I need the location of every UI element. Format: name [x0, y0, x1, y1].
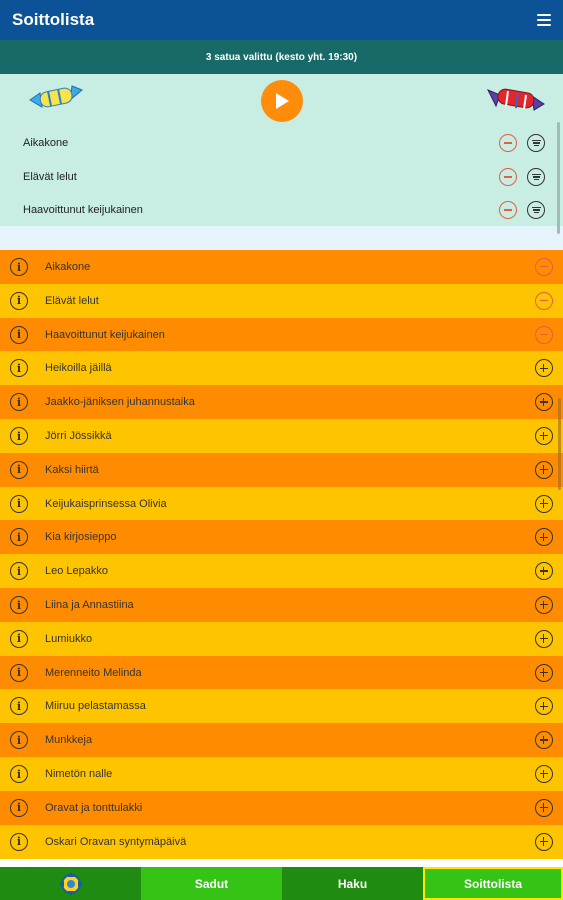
candy-icon [28, 82, 84, 114]
story-name: Heikoilla jäillä [45, 362, 112, 375]
story-name: Jaakko-jäniksen juhannustaika [45, 396, 195, 409]
story-row[interactable] [0, 656, 563, 690]
info-icon[interactable]: i [10, 427, 28, 445]
panel-divider [0, 226, 563, 250]
add-icon[interactable] [535, 359, 553, 377]
story-name: Nimetön nalle [45, 768, 113, 780]
add-icon[interactable] [535, 697, 553, 715]
story-row[interactable] [0, 284, 563, 318]
story-name: Leo Lepakko [45, 565, 108, 578]
reorder-handle-icon[interactable] [527, 201, 545, 219]
add-icon[interactable] [535, 799, 553, 817]
candy-icon [486, 82, 546, 116]
info-icon[interactable]: i [10, 326, 28, 344]
info-icon[interactable]: i [10, 697, 28, 715]
story-row[interactable] [0, 689, 563, 723]
selected-item [0, 160, 555, 194]
play-icon [274, 92, 290, 110]
add-icon[interactable] [535, 765, 553, 783]
add-icon[interactable] [535, 630, 553, 648]
selected-item-name: Haavoittunut keijukainen [23, 204, 143, 216]
playlist-summary-text: 3 satua valittu (kesto yht. 19:30) [205, 51, 358, 63]
story-name: Jörri Jössikkä [45, 430, 112, 442]
story-name: Oskari Oravan syntymäpäivä [45, 835, 187, 848]
info-icon[interactable]: i [10, 495, 28, 513]
story-name: Kaksi hiirtä [45, 463, 99, 476]
story-row[interactable] [0, 723, 563, 757]
info-icon[interactable]: i [10, 461, 28, 479]
story-name: Munkkeja [45, 734, 93, 747]
app-title: Soittolista [12, 10, 95, 29]
info-icon[interactable]: i [10, 292, 28, 310]
story-row[interactable] [0, 250, 563, 284]
add-icon[interactable] [535, 664, 553, 682]
list-scrollbar[interactable] [558, 398, 561, 490]
info-icon[interactable]: i [10, 630, 28, 648]
remove-icon[interactable] [535, 326, 553, 344]
info-icon[interactable]: i [10, 258, 28, 276]
story-row[interactable] [0, 588, 563, 622]
story-name: Lumiukko [45, 632, 93, 645]
story-name: Kia kirjosieppo [45, 531, 117, 544]
story-name: Haavoittunut keijukainen [45, 328, 165, 341]
story-row[interactable] [0, 825, 563, 859]
story-name: Elävät lelut [45, 294, 99, 307]
info-icon[interactable]: i [10, 765, 28, 783]
nav-tab-soittolista[interactable]: Soittolista [423, 867, 563, 900]
story-row[interactable] [0, 453, 563, 487]
selected-item [0, 193, 555, 227]
playlist-summary-bar [0, 40, 563, 74]
nav-tab-sadut[interactable]: Sadut [141, 867, 282, 900]
nav-home-logo[interactable] [0, 867, 141, 900]
info-icon[interactable]: i [10, 528, 28, 546]
story-name: Liina ja Annastiina [45, 599, 134, 611]
selected-item-name: Aikakone [23, 137, 69, 149]
story-row[interactable] [0, 487, 563, 521]
reorder-handle-icon[interactable] [527, 134, 545, 152]
add-icon[interactable] [535, 427, 553, 445]
info-icon[interactable]: i [10, 596, 28, 614]
bottom-navigation [0, 867, 563, 900]
story-row[interactable] [0, 791, 563, 825]
nav-tab-haku[interactable]: Haku [282, 867, 423, 900]
add-icon[interactable] [535, 528, 553, 546]
selected-stories-panel [0, 74, 563, 250]
story-name: Keijukaisprinsessa Olivia [45, 497, 167, 510]
add-icon[interactable] [535, 562, 553, 580]
story-row[interactable] [0, 622, 563, 656]
add-icon[interactable] [535, 495, 553, 513]
remove-icon[interactable] [499, 134, 517, 152]
add-icon[interactable] [535, 731, 553, 749]
story-row[interactable] [0, 554, 563, 588]
story-name: Oravat ja tonttulakki [45, 801, 143, 814]
story-name: Miiruu pelastamassa [45, 700, 146, 713]
info-icon[interactable]: i [10, 359, 28, 377]
hamburger-menu-icon[interactable] [537, 14, 551, 26]
info-icon[interactable]: i [10, 562, 28, 580]
story-name: Aikakone [45, 261, 91, 273]
info-icon[interactable]: i [10, 833, 28, 851]
story-row[interactable] [0, 351, 563, 385]
reorder-handle-icon[interactable] [527, 168, 545, 186]
info-icon[interactable]: i [10, 664, 28, 682]
story-row[interactable] [0, 757, 563, 791]
add-icon[interactable] [535, 833, 553, 851]
add-icon[interactable] [535, 461, 553, 479]
remove-icon[interactable] [499, 201, 517, 219]
story-row[interactable] [0, 520, 563, 554]
story-list[interactable] [0, 250, 563, 867]
story-name: Merenneito Melinda [45, 666, 142, 679]
info-icon[interactable]: i [10, 799, 28, 817]
remove-icon[interactable] [535, 292, 553, 310]
selected-item [0, 126, 555, 160]
story-row[interactable] [0, 419, 563, 453]
story-row[interactable] [0, 385, 563, 419]
play-button[interactable] [261, 80, 303, 122]
selected-item-name: Elävät lelut [23, 171, 77, 183]
remove-icon[interactable] [535, 258, 553, 276]
remove-icon[interactable] [499, 168, 517, 186]
info-icon[interactable]: i [10, 393, 28, 411]
story-row[interactable] [0, 318, 563, 352]
info-icon[interactable]: i [10, 731, 28, 749]
add-icon[interactable] [535, 393, 553, 411]
panel-scrollbar[interactable] [557, 122, 560, 234]
add-icon[interactable] [535, 596, 553, 614]
app-logo-icon [56, 872, 86, 896]
app-bar [0, 0, 563, 40]
